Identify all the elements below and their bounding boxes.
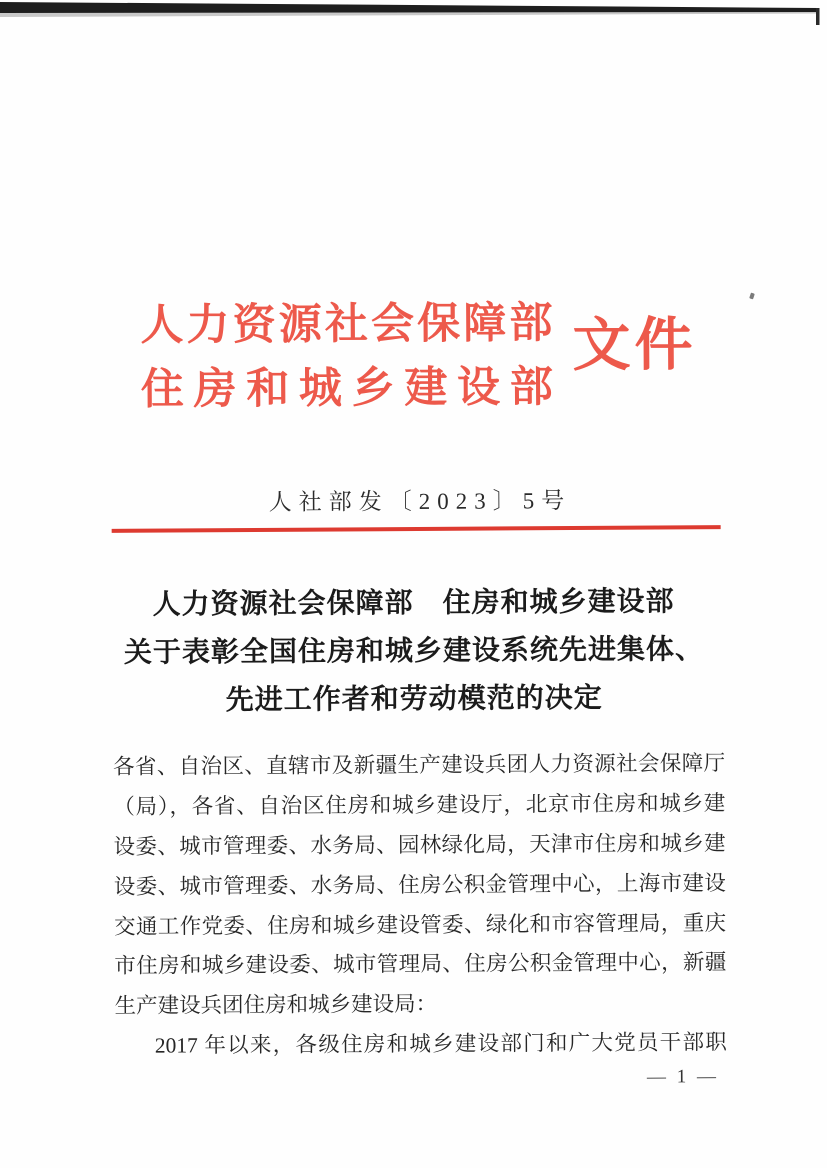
body-line: 交通工作党委、住房和城乡建设管委、绿化和市容管理局，重庆	[114, 910, 727, 939]
body-line: 生产建设兵团住房和城乡建设局：	[114, 992, 438, 1019]
body-line: 设委、城市管理委、水务局、住房公积金管理中心，上海市建设	[113, 870, 726, 899]
issuer-name-mohurd: 住房和城乡建设部	[140, 364, 553, 414]
page-number: — 1 —	[646, 1066, 720, 1088]
body-line: 各省、自治区、直辖市及新疆生产建设兵团人力资源社会保障厅	[113, 751, 726, 779]
document-title	[0, 577, 827, 726]
issuer-names	[140, 295, 553, 419]
doc-reference-number: 人社部发〔2023〕5号	[268, 488, 572, 515]
title-line-3: 先进工作者和劳动模范的决定	[225, 682, 603, 717]
letterhead	[140, 294, 697, 418]
title-line-1: 人力资源社会保障部 住房和城乡建设部	[152, 586, 675, 621]
body-line: 2017 年以来，各级住房和城乡建设部门和广大党员干部职	[154, 1030, 727, 1058]
red-divider-line	[112, 525, 721, 533]
doc-type-label: 文件	[572, 312, 697, 379]
body-line: 设委、城市管理委、水务局、园林绿化局，天津市住房和城乡建	[113, 830, 726, 859]
body-line: （局），各省、自治区住房和城乡建设厅，北京市住房和城乡建	[113, 790, 726, 819]
issuer-name-mohrss: 人力资源社会保障部	[140, 300, 553, 350]
body-line: 市住房和城乡建设委、城市管理局、住房公积金管理中心，新疆	[114, 950, 727, 979]
title-line-2: 关于表彰全国住房和城乡建设系统先进集体、	[123, 634, 705, 669]
document-body	[113, 744, 727, 1067]
